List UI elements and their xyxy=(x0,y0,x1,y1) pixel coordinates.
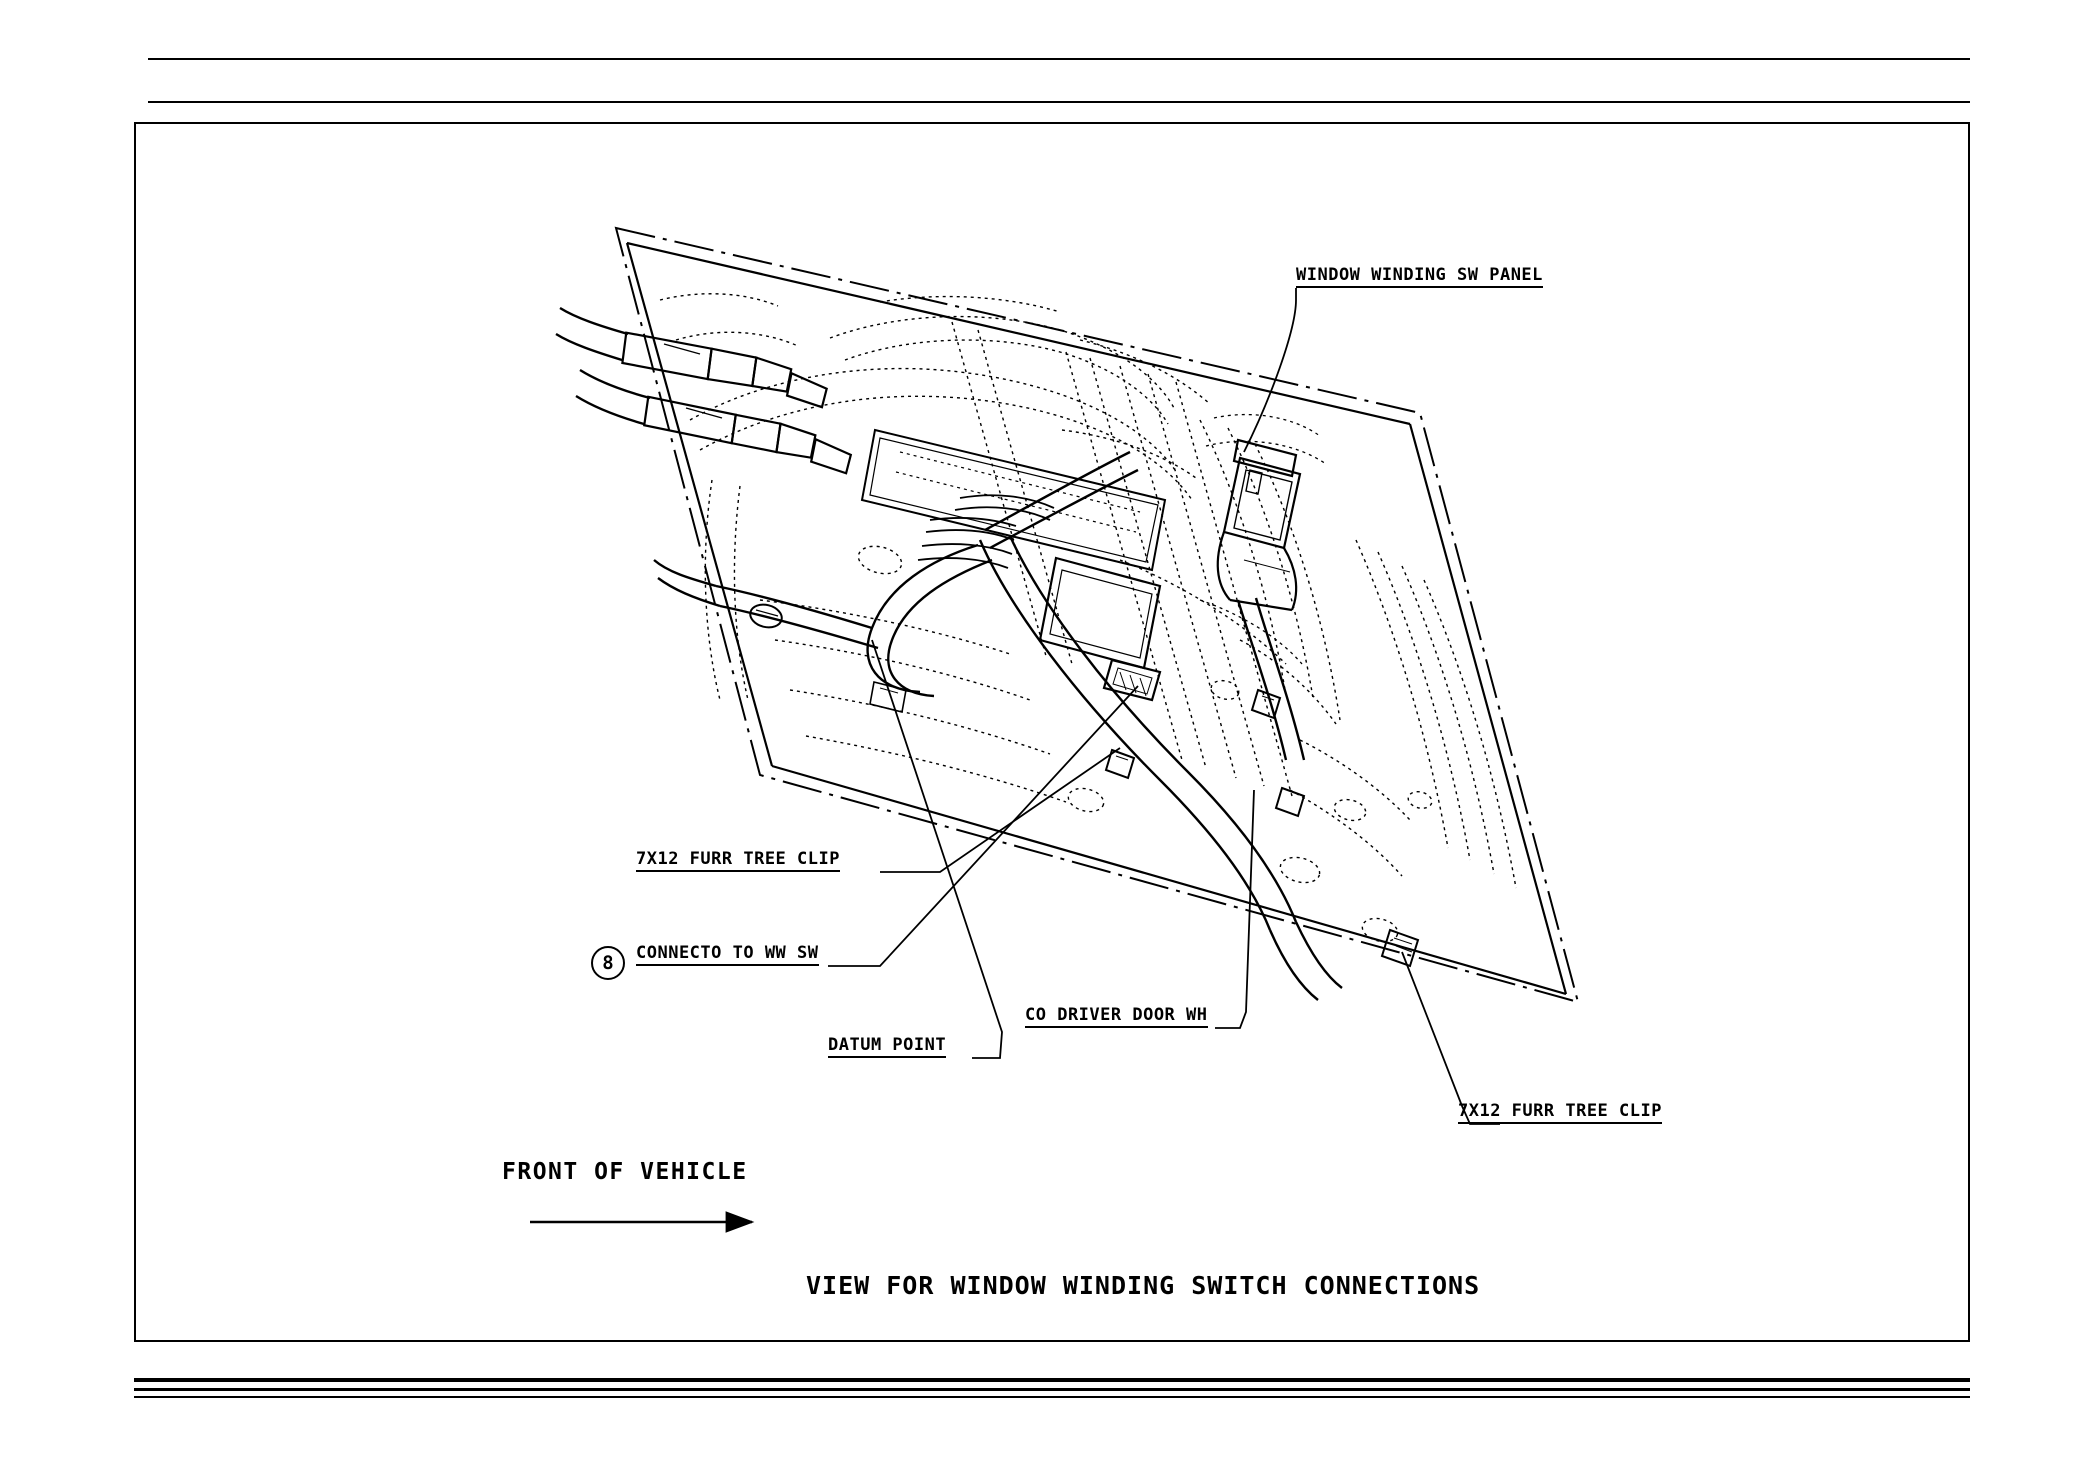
front-of-vehicle-label: FRONT OF VEHICLE xyxy=(502,1159,748,1185)
footer-rule-2 xyxy=(134,1388,1970,1391)
view-title: VIEW FOR WINDOW WINDING SWITCH CONNECTIONS xyxy=(806,1271,1481,1300)
header-rule-top xyxy=(148,58,1970,60)
callout-window-winding-sw-panel: WINDOW WINDING SW PANEL xyxy=(1296,266,1543,288)
callout-furr-tree-clip-left: 7X12 FURR TREE CLIP xyxy=(636,850,840,872)
callout-co-driver-door-wh: CO DRIVER DOOR WH xyxy=(1025,1006,1208,1028)
callout-connecto-to-ww-sw: CONNECTO TO WW SW xyxy=(636,944,819,966)
header-rule-bottom xyxy=(148,101,1970,103)
callout-datum-point: DATUM POINT xyxy=(828,1036,946,1058)
drawing-border xyxy=(134,122,1970,1342)
footer-rule-3 xyxy=(134,1396,1970,1398)
footer-rule-1 xyxy=(134,1378,1970,1382)
callout-furr-tree-clip-right: 7X12 FURR TREE CLIP xyxy=(1458,1102,1662,1124)
balloon-8: 8 xyxy=(591,946,625,980)
